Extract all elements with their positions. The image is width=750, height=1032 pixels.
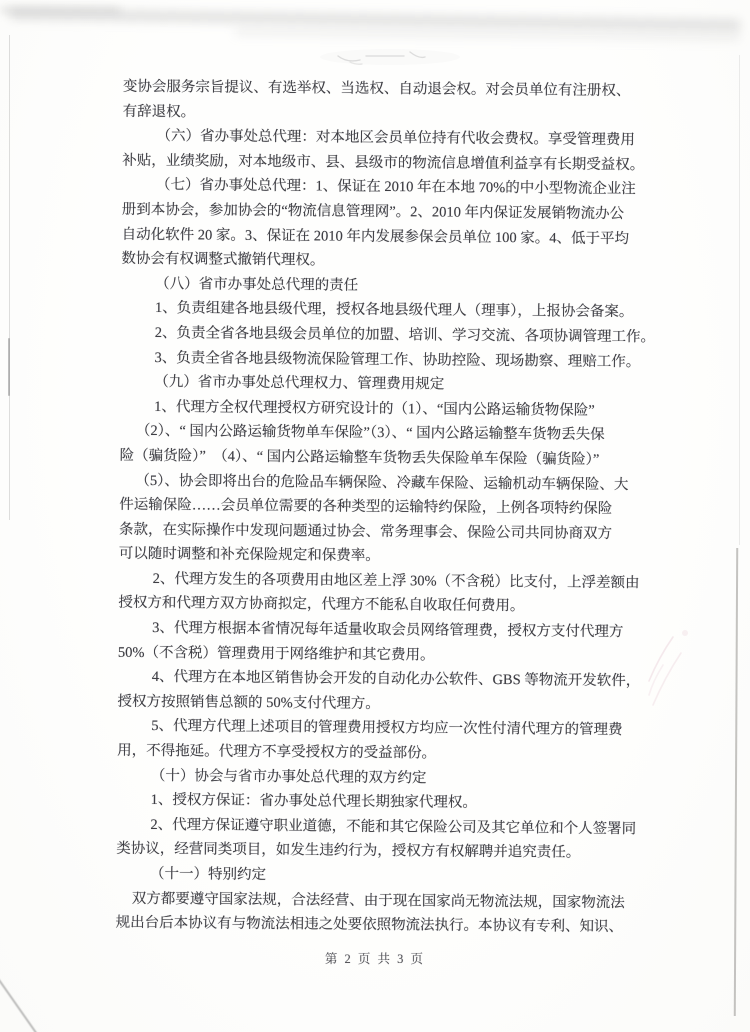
text-line: 险（骗货险）” （4）、“ 国内公路运输整车货物丢失保险单车保险（骗货险）”: [119, 447, 600, 468]
scan-shadow-top-left: [0, 6, 120, 14]
text-line: 条款，在实际操作中发现问题通过协会、常务理事会、保险公司共同协商双方: [118, 521, 613, 542]
text-line: 3、负责全省各地县级物流保险管理工作、协助控险、现场勘察、理赔工作。: [154, 349, 641, 370]
text-line: 2、负责全省各地县级会员单位的加盟、培训、学习交流、各项协调管理工作。: [154, 324, 656, 346]
crease-line: [0, 974, 41, 1032]
text-line: （九）省市办事处总代理权力、管理费用规定: [154, 374, 445, 393]
text-line: （十一）特别约定: [149, 865, 267, 884]
text-line: 数协会有权调整式撤销代理权。: [121, 250, 325, 269]
text-line: 变协会服务宗旨提议、有选举权、当选权、自动退会权。对会员单位有注册权、: [122, 78, 631, 100]
text-line: （十）协会与省市办事处总代理的双方约定: [150, 767, 427, 787]
text-line: 5、代理方代理上述项目的管理费用授权方均应一次性付清代理方的管理费: [151, 718, 623, 739]
text-line: 1、授权方保证：省办事处总代理长期独家代理权。: [150, 792, 477, 812]
text-line: 规出台后本协议有与物流法相违之处要依照物流法执行。本协议有专利、知识、: [115, 914, 624, 936]
text-line: （六）省办事处总代理：对本地区会员单位持有代收会费权。享受管理费用: [156, 128, 636, 149]
text-line: 4、代理方在本地区销售协会开发的自动化办公软件、GBS 等物流开发软件，: [151, 669, 641, 690]
text-line: 册到本协会，参加协会的“物流信息管理网”。2、2010 年内保证发展销物流办公: [121, 201, 625, 223]
paper-edge-right: [734, 548, 738, 1016]
paper-edge-left-mark: [8, 338, 10, 396]
text-line: 授权方按照销售总额的 50%支付代理方。: [117, 693, 380, 712]
text-line: 可以随时调整和补充保险规定和保费率。: [118, 545, 380, 565]
page-number-footer: 第 2 页 共 3 页: [324, 952, 426, 966]
text-line: （八）省市办事处总代理的责任: [155, 275, 359, 294]
text-line: （七）省办事处总代理：1、保证在 2010 年在本地 70%的中小型物流企业注: [155, 177, 636, 198]
text-line: （5）、协会即将出台的危险品车辆保险、冷藏车保险、运输机动车辆保险、大: [135, 472, 629, 493]
text-line: 2、代理方发生的各项费用由地区差上浮 30%（不含税）比支付，上浮差额由: [152, 570, 640, 592]
text-line: （2）、“ 国内公路运输货物单车保险”（3）、“ 国内公路运输整车货物丢失保: [135, 423, 605, 444]
text-line: 件运输保险……会员单位需要的各种类型的运输特约保险，上例各项特约保险: [119, 496, 613, 518]
pencil-smudge: [300, 35, 480, 75]
text-line: 补贴，业绩奖励，对本地级市、县、县级市的物流信息增值利益享有长期受益权。: [122, 152, 645, 174]
text-line: 授权方和代理方双方协商拟定，代理方不能私自收取任何费用。: [118, 595, 525, 615]
text-line: 50%（不含税）管理费用于网络维护和其它费用。: [117, 644, 435, 664]
text-line: 用，不得拖延。代理方不享受授权方的受益部份。: [117, 742, 437, 762]
paper-edge-left: [9, 35, 10, 520]
text-line: 有辞退权。: [122, 103, 196, 120]
text-line: 3、代理方根据本省情况每年适量收取会员网络管理费，授权方支付代理方: [152, 620, 624, 641]
text-line: 1、代理方全权代理授权方研究设计的（1）、“国内公路运输货物保险”: [154, 398, 595, 419]
text-line: 自动化软件 20 家。3、保证在 2010 年内发展参保会员单位 100 家。4、低于平均: [121, 226, 630, 247]
text-line: 1、负责组建各地县级代理，授权各地县级代理人（理事），上报协会备案。: [154, 300, 634, 321]
paper-edge-right-upper: [739, 55, 740, 545]
text-line: 类协议，经营同类项目，如发生违约行为，授权方有权解聘并追究责任。: [116, 841, 581, 862]
text-line: 2、代理方保证遵守职业道德，不能和其它保险公司及其它单位和个人签署同: [150, 816, 637, 838]
document-body: [115, 75, 656, 940]
text-line: 双方都要遵守国家法规，合法经营、由于现在国家尚无物流法规，国家物流法: [131, 890, 625, 911]
